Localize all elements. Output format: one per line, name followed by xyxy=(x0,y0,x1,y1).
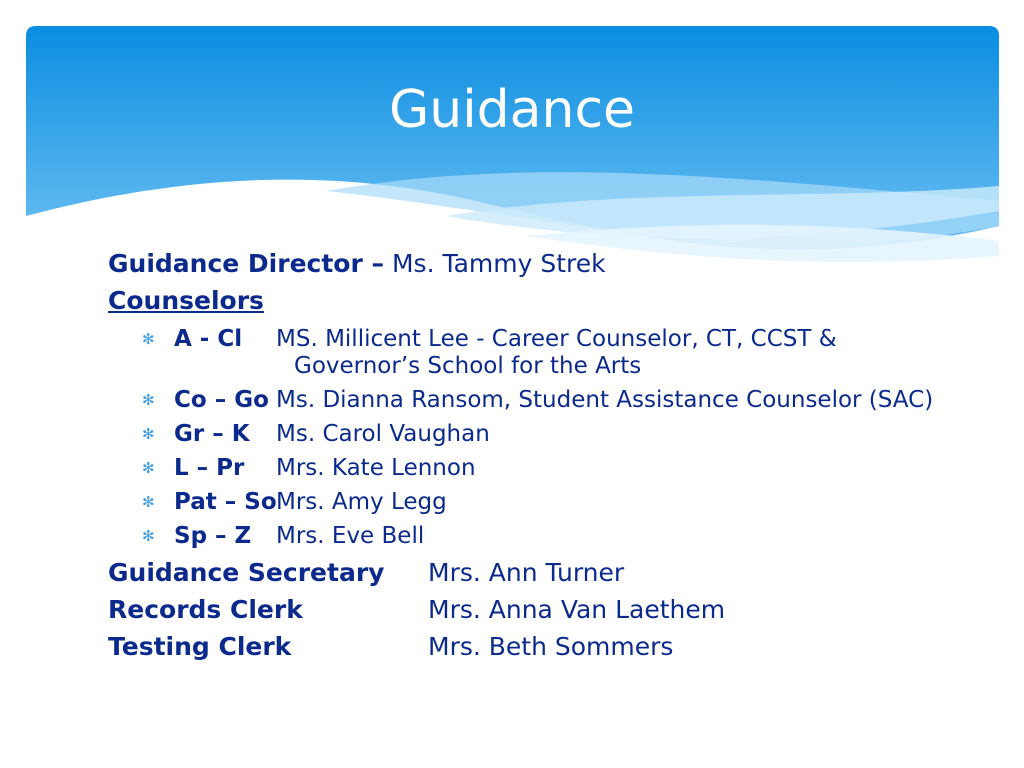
counselor-range: A - Cl xyxy=(174,326,243,352)
counselors-heading: Counselors xyxy=(108,286,264,315)
header-banner xyxy=(26,26,999,286)
staff-row xyxy=(108,594,726,626)
slide-title: Guidance xyxy=(388,80,636,140)
counselor-name: Ms. Dianna Ransom, Student Assistance Counselor (SAC) xyxy=(276,387,934,413)
asterisk-bullet-icon: ✻ xyxy=(142,391,155,409)
staff-role: Records Clerk xyxy=(108,595,303,624)
asterisk-bullet-icon: ✻ xyxy=(142,459,155,477)
counselor-name: Mrs. Eve Bell xyxy=(276,523,425,549)
counselor-name: Ms. Carol Vaughan xyxy=(276,421,490,447)
counselor-range: Pat – So xyxy=(174,489,277,515)
counselor-range: Gr – K xyxy=(174,421,250,447)
staff-name: Mrs. Ann Turner xyxy=(428,558,625,587)
asterisk-bullet-icon: ✻ xyxy=(142,330,155,348)
asterisk-bullet-icon: ✻ xyxy=(142,425,155,443)
counselor-name-continued: Governor’s School for the Arts xyxy=(294,353,642,379)
counselor-range: Sp – Z xyxy=(174,523,252,549)
counselor-name: Mrs. Kate Lennon xyxy=(276,455,476,481)
staff-row xyxy=(108,557,625,589)
counselor-name: Mrs. Amy Legg xyxy=(276,489,447,515)
staff-role: Testing Clerk xyxy=(108,632,292,661)
asterisk-bullet-icon: ✻ xyxy=(142,527,155,545)
counselor-range: Co – Go xyxy=(174,387,269,413)
staff-name: Mrs. Anna Van Laethem xyxy=(428,595,726,624)
director-name: Ms. Tammy Strek xyxy=(391,249,606,278)
staff-name: Mrs. Beth Sommers xyxy=(428,632,674,661)
counselor-range: L – Pr xyxy=(174,455,245,481)
asterisk-bullet-icon: ✻ xyxy=(142,493,155,511)
director-line xyxy=(108,248,606,280)
counselor-name: MS. Millicent Lee - Career Counselor, CT, CCST & xyxy=(276,326,837,352)
staff-row xyxy=(108,631,674,663)
director-label: Guidance Director – xyxy=(108,249,385,278)
staff-role: Guidance Secretary xyxy=(108,558,385,587)
